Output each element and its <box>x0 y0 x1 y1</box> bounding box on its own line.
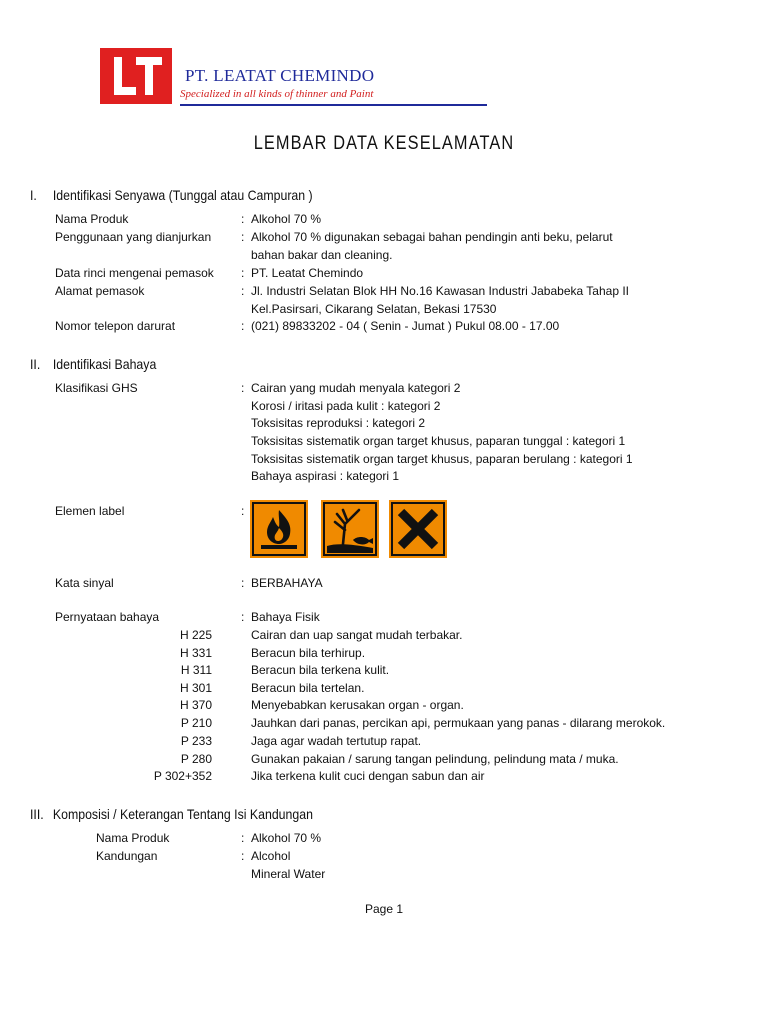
harmful-x-icon <box>389 500 447 558</box>
statement-text: Gunakan pakaian / sarung tangan pelindung, pelindung mata / muka. <box>251 752 619 766</box>
field-value: bahan bakar dan cleaning. <box>251 248 393 262</box>
field-value: Alkohol 70 % <box>251 212 322 226</box>
ghs-item: Toksisitas sistematik organ target khusus, paparan tunggal : kategori 1 <box>251 434 626 448</box>
colon: : <box>241 212 245 226</box>
field-label: Nama Produk <box>55 212 129 226</box>
colon: : <box>241 831 245 845</box>
section-3-heading <box>30 806 313 822</box>
field-label: Nomor telepon darurat <box>55 319 176 333</box>
section-1-heading <box>30 187 313 203</box>
environment-hazard-icon <box>321 500 379 558</box>
statement-code: P 280 <box>180 752 212 766</box>
hazard-heading: Bahaya Fisik <box>251 610 320 624</box>
field-value: Jl. Industri Selatan Blok HH No.16 Kawasan Industri Jababeka Tahap II <box>251 284 629 298</box>
colon: : <box>241 504 245 518</box>
section-title: Komposisi / Keterangan Tentang Isi Kandungan <box>52 806 313 822</box>
field-label: Elemen label <box>55 504 125 518</box>
field-label: Penggunaan yang dianjurkan <box>55 230 212 244</box>
ghs-item: Korosi / iritasi pada kulit : kategori 2 <box>251 399 441 413</box>
field-value: (021) 89833202 - 04 ( Senin - Jumat ) Pukul 08.00 - 17.00 <box>251 319 560 333</box>
statement-code: H 370 <box>179 698 212 712</box>
statement-code: P 210 <box>180 716 212 730</box>
colon: : <box>241 610 245 624</box>
ghs-item: Toksisitas sistematik organ target khusus, paparan berulang : kategori 1 <box>251 452 633 466</box>
page-number: Page 1 <box>364 902 404 916</box>
ghs-item: Bahaya aspirasi : kategori 1 <box>251 469 400 483</box>
colon: : <box>241 576 245 590</box>
colon: : <box>241 266 245 280</box>
section-number: III. <box>30 806 44 822</box>
field-label: Pernyataan bahaya <box>55 610 160 624</box>
section-number: II. <box>30 356 41 372</box>
colon: : <box>241 381 245 395</box>
section-title: Identifikasi Senyawa (Tunggal atau Campuran ) <box>52 187 313 203</box>
statement-text: Jauhkan dari panas, percikan api, permukaan yang panas - dilarang merokok. <box>251 716 666 730</box>
statement-text: Cairan dan uap sangat mudah terbakar. <box>251 628 463 642</box>
colon: : <box>241 230 245 244</box>
field-label: Nama Produk <box>96 831 170 845</box>
statement-text: Beracun bila terkena kulit. <box>251 663 390 677</box>
field-label: Kandungan <box>96 849 158 863</box>
field-value: Alkohol 70 % digunakan sebagai bahan pendingin anti beku, pelarut <box>251 230 613 244</box>
section-title: Identifikasi Bahaya <box>52 356 157 372</box>
ghs-item: Cairan yang mudah menyala kategori 2 <box>251 381 461 395</box>
field-value: PT. Leatat Chemindo <box>251 266 364 280</box>
signal-word: BERBAHAYA <box>251 576 323 590</box>
field-label: Alamat pemasok <box>55 284 145 298</box>
ghs-item: Toksisitas reproduksi : kategori 2 <box>251 416 426 430</box>
colon: : <box>241 849 245 863</box>
field-label: Klasifikasi GHS <box>55 381 138 395</box>
content-item: Alcohol <box>251 849 291 863</box>
document-title: LEMBAR DATA KESELAMATAN <box>253 133 515 154</box>
field-label: Data rinci mengenai pemasok <box>55 266 214 280</box>
section-2-heading <box>30 356 156 372</box>
flame-icon <box>250 500 308 558</box>
section-number: I. <box>30 187 37 203</box>
field-value: Kel.Pasirsari, Cikarang Selatan, Bekasi 17530 <box>251 302 497 316</box>
colon: : <box>241 319 245 333</box>
statement-text: Menyebabkan kerusakan organ - organ. <box>251 698 464 712</box>
company-name: PT. LEATAT CHEMINDO <box>185 66 375 85</box>
header-rule <box>180 104 487 106</box>
statement-text: Beracun bila terhirup. <box>251 646 366 660</box>
statement-code: H 311 <box>180 663 212 677</box>
statement-code: H 331 <box>179 646 212 660</box>
company-logo <box>100 48 172 104</box>
colon: : <box>241 284 245 298</box>
statement-text: Beracun bila tertelan. <box>251 681 365 695</box>
field-label: Kata sinyal <box>55 576 114 590</box>
statement-text: Jaga agar wadah tertutup rapat. <box>251 734 422 748</box>
statement-text: Jika terkena kulit cuci dengan sabun dan air <box>251 769 485 783</box>
statement-code: P 302+352 <box>153 769 212 783</box>
statement-code: P 233 <box>180 734 212 748</box>
field-value: Alkohol 70 % <box>251 831 322 845</box>
content-item: Mineral Water <box>251 867 326 881</box>
hazard-pictograms <box>250 500 450 558</box>
statement-code: H 301 <box>179 681 212 695</box>
statement-code: H 225 <box>179 628 212 642</box>
company-tagline: Specialized in all kinds of thinner and Paint <box>180 88 374 100</box>
